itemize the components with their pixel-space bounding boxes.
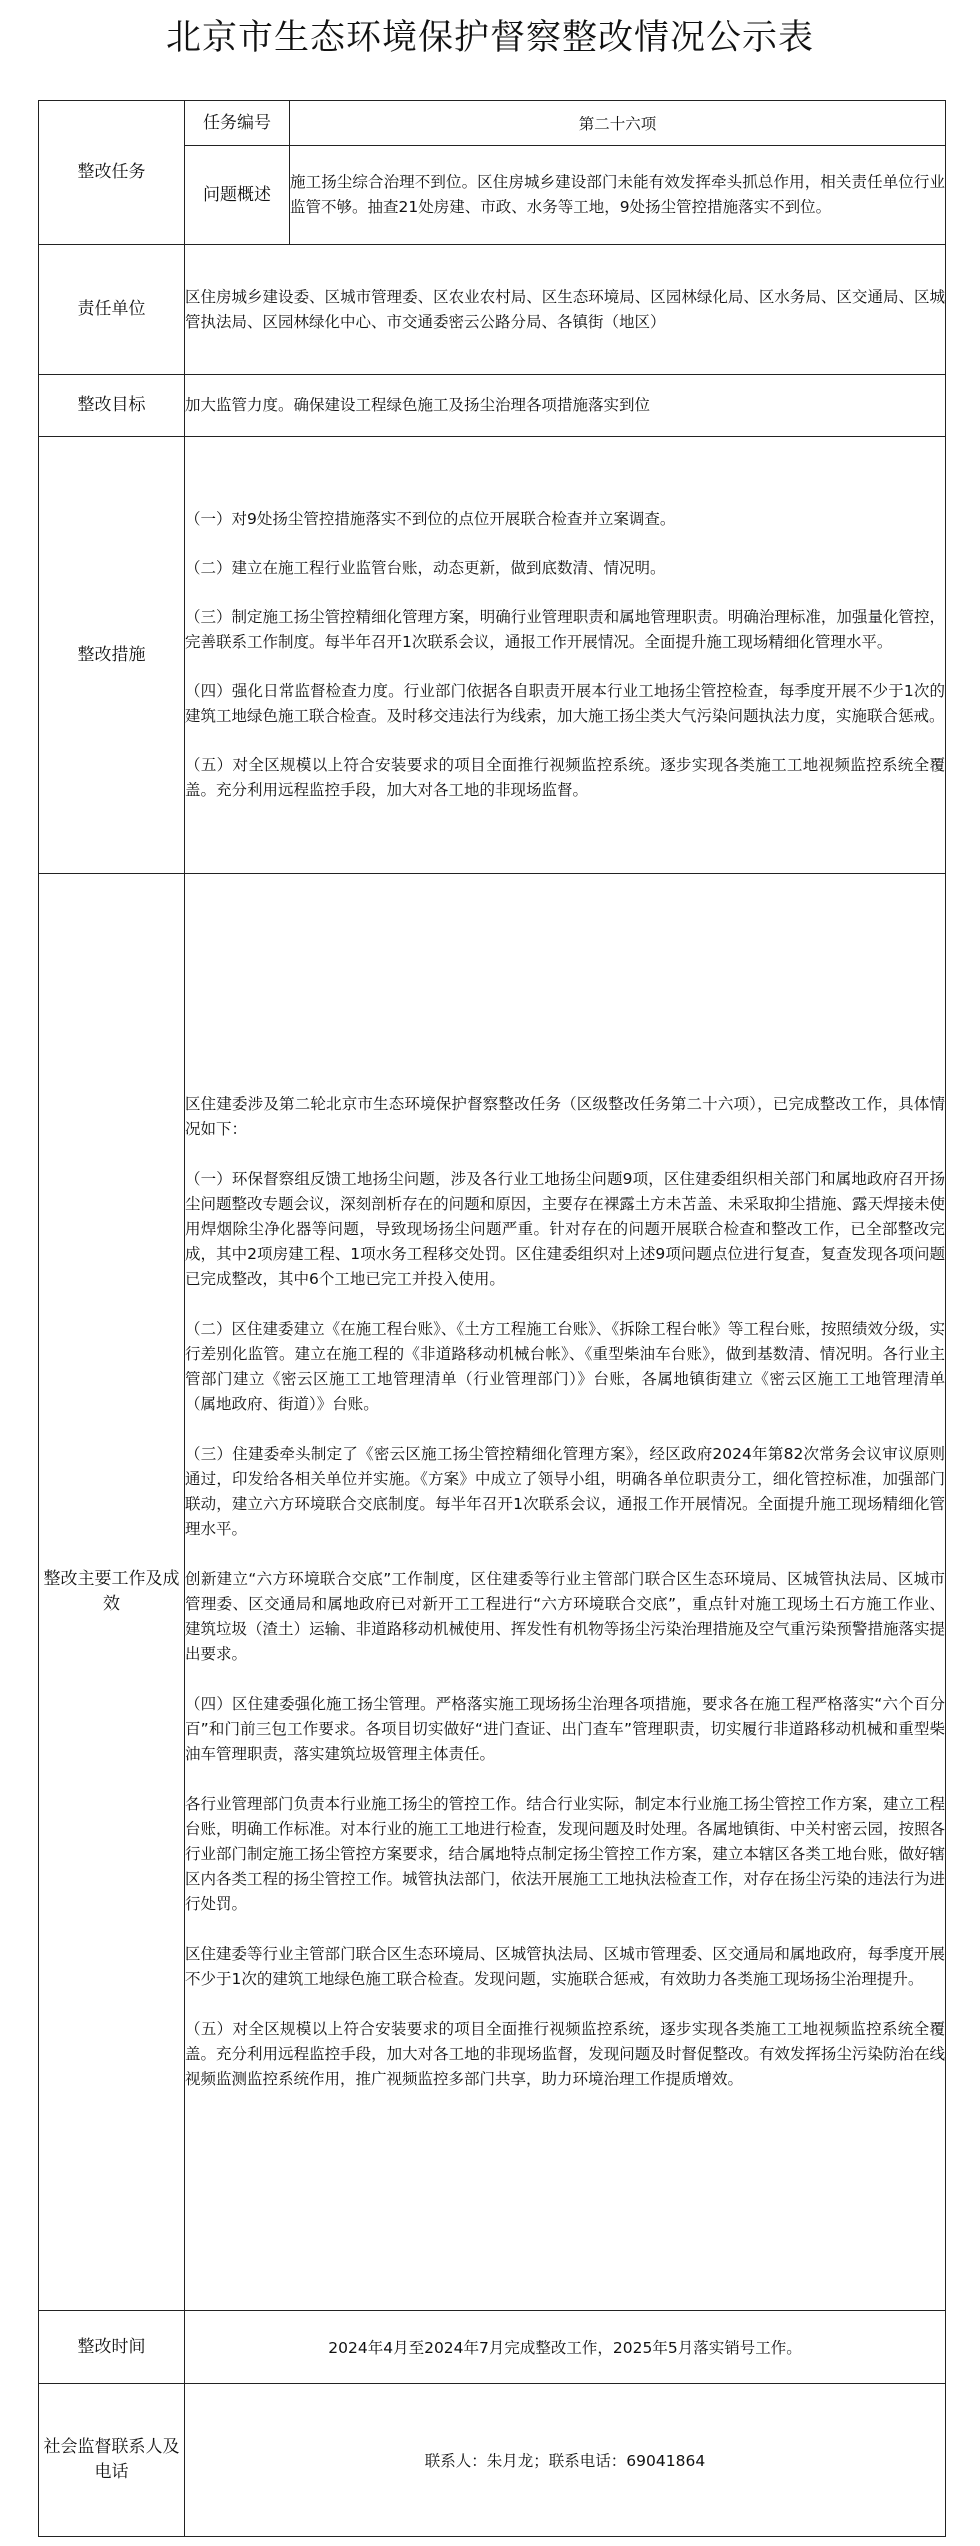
measures-content: [185, 437, 946, 874]
responsible-value: 区住房城乡建设委、区城市管理委、区农业农村局、区生态环境局、区园林绿化局、区水务局、区交通局、区城管执法局、区园林绿化中心、市交通委密云公路分局、各镇街（地区）: [185, 245, 946, 375]
result-paragraph: （三）住建委牵头制定了《密云区施工扬尘管控精细化管理方案》，经区政府2024年第82次常务会议审议原则通过，印发给各相关单位并实施。《方案》中成立了领导小组，明确各单位职责分工，细化管控标准，加强部门联动，建立六方环境联合交底制度。每半年召开1次联系会议，通报工作开展情况。全面提升施工现场精细化管理水平。: [185, 1445, 945, 1538]
measures-label: 整改措施: [39, 437, 185, 874]
measure-paragraph: （四）强化日常监督检查力度。行业部门依据各自职责开展本行业工地扬尘管控检查，每季度开展不少于1次的建筑工地绿色施工联合检查。及时移交违法行为线索，加大施工扬尘类大气污染问题执法力度，实施联合惩戒。: [185, 682, 945, 725]
task-number-value: 第二十六项: [290, 101, 946, 146]
task-summary-label: 问题概述: [185, 146, 290, 245]
measures-row: [39, 437, 946, 874]
result-paragraph: （五）对全区规模以上符合安装要求的项目全面推行视频监控系统，逐步实现各类施工工地视频监控系统全覆盖。充分利用远程监控手段，加大对各工地的非现场监督，发现问题及时督促整改。有效发挥扬尘污染防治在线视频监测监控系统作用，推广视频监控多部门共享，助力环境治理工作提质增效。: [185, 2020, 945, 2088]
contact-label: 社会监督联系人及电话: [39, 2384, 185, 2537]
measure-paragraph: （二）建立在施工程行业监管台账，动态更新，做到底数清、情况明。: [185, 559, 666, 577]
result-paragraph: 区住建委等行业主管部门联合区生态环境局、区城管执法局、区城市管理委、区交通局和属地政府，每季度开展不少于1次的建筑工地绿色施工联合检查。发现问题，实施联合惩戒，有效助力各类施工现场扬尘治理提升。: [185, 1945, 945, 1988]
contact-row: [39, 2384, 946, 2537]
results-row: [39, 874, 946, 2311]
goal-value: 加大监管力度。确保建设工程绿色施工及扬尘治理各项措施落实到位: [185, 375, 946, 437]
time-label: 整改时间: [39, 2311, 185, 2384]
goal-row: [39, 375, 946, 437]
task-number-label: 任务编号: [185, 101, 290, 146]
measure-paragraph: （五）对全区规模以上符合安装要求的项目全面推行视频监控系统。逐步实现各类施工工地视频监控系统全覆盖。充分利用远程监控手段，加大对各工地的非现场监督。: [185, 756, 945, 799]
result-paragraph: （二）区住建委建立《在施工程台账》、《土方工程施工台账》、《拆除工程台帐》等工程台账，按照绩效分级，实行差别化监管。建立在施工程的《非道路移动机械台帐》、《重型柴油车台账》，做到基数清、情况明。各行业主管部门建立《密云区施工工地管理清单（行业管理部门）》台账，各属地镇街建立《密云区施工工地管理清单（属地政府、街道）》台账。: [185, 1320, 945, 1413]
task-label: 整改任务: [39, 101, 185, 245]
results-label: 整改主要工作及成效: [39, 874, 185, 2311]
measure-paragraph: （一）对9处扬尘管控措施落实不到位的点位开展联合检查并立案调查。: [185, 510, 676, 528]
goal-label: 整改目标: [39, 375, 185, 437]
measure-paragraph: （三）制定施工扬尘管控精细化管理方案，明确行业管理职责和属地管理职责。明确治理标准，加强量化管控，完善联系工作制度。每半年召开1次联系会议，通报工作开展情况。全面提升施工现场精细化管理水平。: [185, 608, 945, 651]
time-value: 2024年4月至2024年7月完成整改工作，2025年5月落实销号工作。: [185, 2311, 946, 2384]
rectification-table: [38, 100, 946, 2537]
contact-value: 联系人：朱月龙；联系电话：69041864: [185, 2384, 946, 2537]
result-paragraph: 创新建立“六方环境联合交底”工作制度，区住建委等行业主管部门联合区生态环境局、区城管执法局、区城市管理委、区交通局和属地政府已对新开工工程进行“六方环境联合交底”，重点针对施工现场土石方施工作业、建筑垃圾（渣土）运输、非道路移动机械使用、挥发性有机物等扬尘污染治理措施及空气重污染预警措施落实提出要求。: [185, 1570, 945, 1663]
result-paragraph: 区住建委涉及第二轮北京市生态环境保护督察整改任务（区级整改任务第二十六项），已完成整改工作，具体情况如下：: [185, 1095, 945, 1138]
task-summary-value: 施工扬尘综合治理不到位。区住房城乡建设部门未能有效发挥牵头抓总作用，相关责任单位行业监管不够。抽查21处房建、市政、水务等工地，9处扬尘管控措施落实不到位。: [290, 146, 946, 245]
results-content: [185, 874, 946, 2311]
responsible-label: 责任单位: [39, 245, 185, 375]
task-number-row: [39, 101, 946, 146]
result-paragraph: （四）区住建委强化施工扬尘管理。严格落实施工现场扬尘治理各项措施，要求各在施工程严格落实“六个百分百”和门前三包工作要求。各项目切实做好“进门查证、出门查车”管理职责，切实履行非道路移动机械和重型柴油车管理职责，落实建筑垃圾管理主体责任。: [185, 1695, 945, 1763]
result-paragraph: 各行业管理部门负责本行业施工扬尘的管控工作。结合行业实际，制定本行业施工扬尘管控工作方案，建立工程台账，明确工作标准。对本行业的施工工地进行检查，发现问题及时处理。各属地镇街、中关村密云园，按照各行业部门制定施工扬尘管控方案要求，结合属地特点制定扬尘管控工作方案，建立本辖区各类工地台账，做好辖区内各类工程的扬尘管控工作。城管执法部门，依法开展施工工地执法检查工作，对存在扬尘污染的违法行为进行处罚。: [185, 1795, 945, 1913]
page-title: 北京市生态环境保护督察整改情况公示表: [165, 18, 814, 58]
result-paragraph: （一）环保督察组反馈工地扬尘问题，涉及各行业工地扬尘问题9项，区住建委组织相关部门和属地政府召开扬尘问题整改专题会议，深刻剖析存在的问题和原因，主要存在裸露土方未苫盖、未采取抑尘措施、露天焊接未使用焊烟除尘净化器等问题，导致现场扬尘问题严重。针对存在的问题开展联合检查和整改工作，已全部整改完成，其中2项房建工程、1项水务工程移交处罚。区住建委组织对上述9项问题点位进行复查，复查发现各项问题已完成整改，其中6个工地已完工并投入使用。: [185, 1170, 945, 1288]
responsible-row: [39, 245, 946, 375]
time-row: [39, 2311, 946, 2384]
